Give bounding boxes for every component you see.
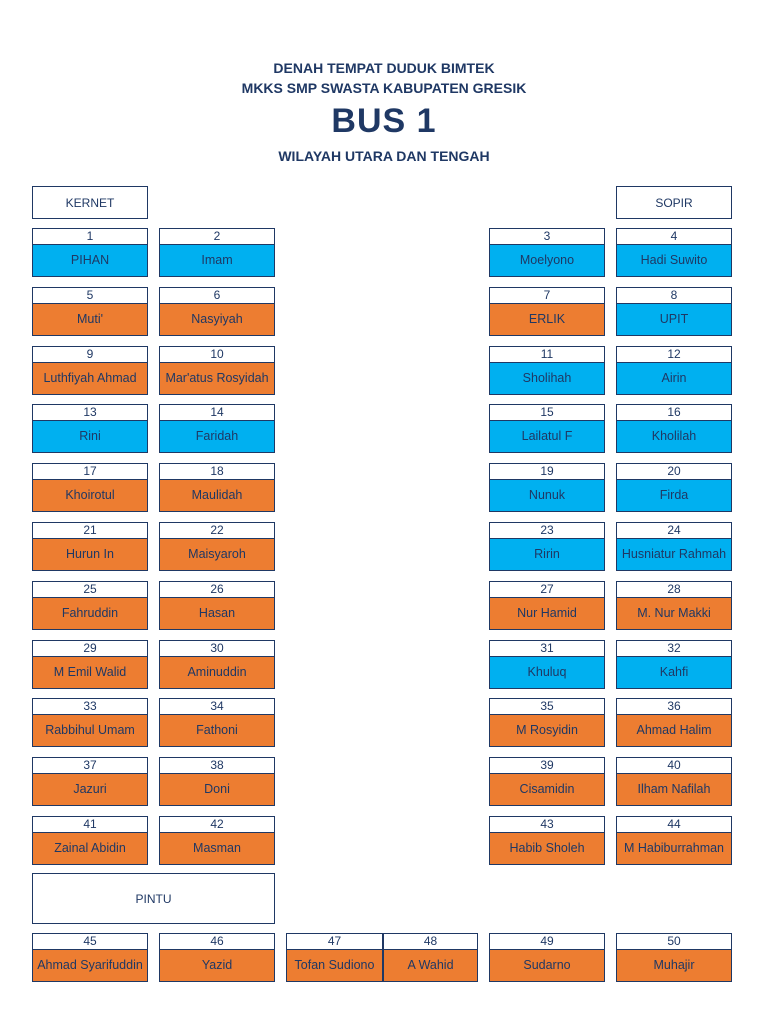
seat-occupant-name: Masman xyxy=(159,832,275,865)
seat-22 xyxy=(159,522,275,571)
seat-40 xyxy=(616,757,732,806)
seat-number: 1 xyxy=(32,228,148,244)
seat-number: 14 xyxy=(159,404,275,420)
seat-occupant-name: M Rosyidin xyxy=(489,714,605,747)
seat-number: 30 xyxy=(159,640,275,656)
seat-43 xyxy=(489,816,605,865)
seat-number: 27 xyxy=(489,581,605,597)
seat-occupant-name: Fathoni xyxy=(159,714,275,747)
seat-number: 8 xyxy=(616,287,732,303)
bus-number: BUS 1 xyxy=(331,102,437,140)
seat-number: 5 xyxy=(32,287,148,303)
seat-16 xyxy=(616,404,732,453)
seat-6 xyxy=(159,287,275,336)
seat-occupant-name: A Wahid xyxy=(383,949,478,982)
seat-number: 13 xyxy=(32,404,148,420)
seat-occupant-name: Ilham Nafilah xyxy=(616,773,732,806)
seat-number: 7 xyxy=(489,287,605,303)
seat-occupant-name: M Habiburrahman xyxy=(616,832,732,865)
seat-number: 25 xyxy=(32,581,148,597)
seat-occupant-name: Sholihah xyxy=(489,362,605,395)
seat-50 xyxy=(616,933,732,982)
region-label: WILAYAH UTARA DAN TENGAH xyxy=(278,148,490,164)
seat-35 xyxy=(489,698,605,747)
seat-33 xyxy=(32,698,148,747)
seat-number: 22 xyxy=(159,522,275,538)
seat-occupant-name: Rabbihul Umam xyxy=(32,714,148,747)
seat-number: 11 xyxy=(489,346,605,362)
seat-occupant-name: Airin xyxy=(616,362,732,395)
seat-13 xyxy=(32,404,148,453)
seat-46 xyxy=(159,933,275,982)
seat-number: 2 xyxy=(159,228,275,244)
seat-5 xyxy=(32,287,148,336)
seat-number: 48 xyxy=(383,933,478,949)
seat-occupant-name: Nasyiyah xyxy=(159,303,275,336)
seat-29 xyxy=(32,640,148,689)
seat-occupant-name: Mar'atus Rosyidah xyxy=(159,362,275,395)
seat-occupant-name: Kholilah xyxy=(616,420,732,453)
seat-31 xyxy=(489,640,605,689)
seat-number: 12 xyxy=(616,346,732,362)
seat-number: 20 xyxy=(616,463,732,479)
seat-occupant-name: M. Nur Makki xyxy=(616,597,732,630)
seat-15 xyxy=(489,404,605,453)
sopir-box: SOPIR xyxy=(616,186,732,219)
seat-38 xyxy=(159,757,275,806)
seat-27 xyxy=(489,581,605,630)
seat-occupant-name: Nunuk xyxy=(489,479,605,512)
seat-14 xyxy=(159,404,275,453)
seat-47 xyxy=(286,933,383,982)
seat-19 xyxy=(489,463,605,512)
seat-number: 47 xyxy=(286,933,383,949)
seat-occupant-name: Cisamidin xyxy=(489,773,605,806)
seat-occupant-name: Yazid xyxy=(159,949,275,982)
seat-37 xyxy=(32,757,148,806)
seat-occupant-name: Aminuddin xyxy=(159,656,275,689)
seat-12 xyxy=(616,346,732,395)
seat-23 xyxy=(489,522,605,571)
seat-occupant-name: Husniatur Rahmah xyxy=(616,538,732,571)
seat-number: 29 xyxy=(32,640,148,656)
seat-occupant-name: Khoirotul xyxy=(32,479,148,512)
seat-24 xyxy=(616,522,732,571)
seat-17 xyxy=(32,463,148,512)
seat-number: 50 xyxy=(616,933,732,949)
seat-number: 40 xyxy=(616,757,732,773)
seat-44 xyxy=(616,816,732,865)
seat-number: 44 xyxy=(616,816,732,832)
seat-number: 9 xyxy=(32,346,148,362)
seat-number: 10 xyxy=(159,346,275,362)
seat-36 xyxy=(616,698,732,747)
seat-number: 43 xyxy=(489,816,605,832)
seat-number: 36 xyxy=(616,698,732,714)
seat-occupant-name: Kahfi xyxy=(616,656,732,689)
seat-number: 34 xyxy=(159,698,275,714)
seat-number: 19 xyxy=(489,463,605,479)
seat-26 xyxy=(159,581,275,630)
seat-9 xyxy=(32,346,148,395)
seat-number: 32 xyxy=(616,640,732,656)
kernet-box: KERNET xyxy=(32,186,148,219)
seat-occupant-name: Hadi Suwito xyxy=(616,244,732,277)
seat-occupant-name: Ririn xyxy=(489,538,605,571)
seat-occupant-name: Habib Sholeh xyxy=(489,832,605,865)
seat-41 xyxy=(32,816,148,865)
seat-20 xyxy=(616,463,732,512)
seat-occupant-name: Maisyaroh xyxy=(159,538,275,571)
seat-occupant-name: Firda xyxy=(616,479,732,512)
document-subtitle: MKKS SMP SWASTA KABUPATEN GRESIK xyxy=(241,80,527,96)
seat-30 xyxy=(159,640,275,689)
seat-occupant-name: Sudarno xyxy=(489,949,605,982)
seat-occupant-name: Doni xyxy=(159,773,275,806)
seat-occupant-name: Jazuri xyxy=(32,773,148,806)
seat-occupant-name: Zainal Abidin xyxy=(32,832,148,865)
seat-34 xyxy=(159,698,275,747)
seat-39 xyxy=(489,757,605,806)
seat-occupant-name: Muhajir xyxy=(616,949,732,982)
seat-number: 16 xyxy=(616,404,732,420)
seat-number: 3 xyxy=(489,228,605,244)
seat-3 xyxy=(489,228,605,277)
seat-48 xyxy=(383,933,478,982)
seat-occupant-name: Moelyono xyxy=(489,244,605,277)
seat-49 xyxy=(489,933,605,982)
seat-occupant-name: Fahruddin xyxy=(32,597,148,630)
seat-21 xyxy=(32,522,148,571)
seat-45 xyxy=(32,933,148,982)
seat-number: 46 xyxy=(159,933,275,949)
seat-occupant-name: PIHAN xyxy=(32,244,148,277)
seat-occupant-name: Ahmad Halim xyxy=(616,714,732,747)
seat-number: 45 xyxy=(32,933,148,949)
seat-number: 15 xyxy=(489,404,605,420)
seat-number: 37 xyxy=(32,757,148,773)
seat-18 xyxy=(159,463,275,512)
seat-number: 38 xyxy=(159,757,275,773)
seat-occupant-name: ERLIK xyxy=(489,303,605,336)
seat-number: 17 xyxy=(32,463,148,479)
seat-occupant-name: Ahmad Syarifuddin xyxy=(32,949,148,982)
seat-8 xyxy=(616,287,732,336)
seat-number: 6 xyxy=(159,287,275,303)
seat-number: 42 xyxy=(159,816,275,832)
seat-occupant-name: Luthfiyah Ahmad xyxy=(32,362,148,395)
seat-7 xyxy=(489,287,605,336)
seat-number: 24 xyxy=(616,522,732,538)
seat-number: 26 xyxy=(159,581,275,597)
seat-number: 49 xyxy=(489,933,605,949)
seat-occupant-name: Khuluq xyxy=(489,656,605,689)
seat-number: 41 xyxy=(32,816,148,832)
seat-occupant-name: Faridah xyxy=(159,420,275,453)
seat-25 xyxy=(32,581,148,630)
seat-occupant-name: Maulidah xyxy=(159,479,275,512)
seat-4 xyxy=(616,228,732,277)
seat-2 xyxy=(159,228,275,277)
seat-28 xyxy=(616,581,732,630)
seat-number: 23 xyxy=(489,522,605,538)
seat-number: 28 xyxy=(616,581,732,597)
seat-11 xyxy=(489,346,605,395)
seat-number: 33 xyxy=(32,698,148,714)
seat-occupant-name: Imam xyxy=(159,244,275,277)
seat-42 xyxy=(159,816,275,865)
seat-number: 18 xyxy=(159,463,275,479)
seat-1 xyxy=(32,228,148,277)
seat-number: 39 xyxy=(489,757,605,773)
seat-occupant-name: M Emil Walid xyxy=(32,656,148,689)
seat-occupant-name: Hurun In xyxy=(32,538,148,571)
seat-number: 4 xyxy=(616,228,732,244)
pintu-door: PINTU xyxy=(32,873,275,924)
document-title: DENAH TEMPAT DUDUK BIMTEK xyxy=(273,60,495,76)
seat-occupant-name: Rini xyxy=(32,420,148,453)
seat-occupant-name: Lailatul F xyxy=(489,420,605,453)
seat-10 xyxy=(159,346,275,395)
seat-occupant-name: Muti' xyxy=(32,303,148,336)
seat-number: 21 xyxy=(32,522,148,538)
seat-occupant-name: UPIT xyxy=(616,303,732,336)
seat-number: 31 xyxy=(489,640,605,656)
seat-number: 35 xyxy=(489,698,605,714)
seat-occupant-name: Tofan Sudiono xyxy=(286,949,383,982)
seat-32 xyxy=(616,640,732,689)
seat-occupant-name: Nur Hamid xyxy=(489,597,605,630)
seat-occupant-name: Hasan xyxy=(159,597,275,630)
